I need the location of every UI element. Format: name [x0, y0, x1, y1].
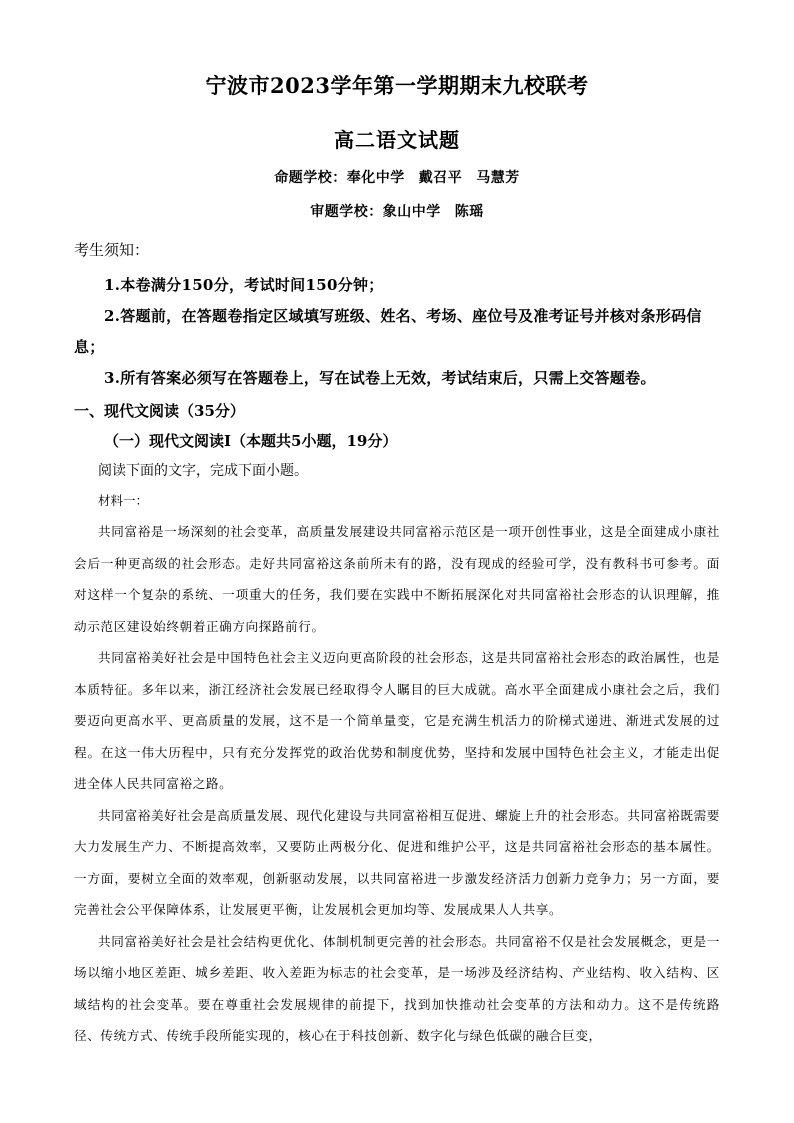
material-paragraph: 共同富裕美好社会是社会结构更优化、体制机制更完善的社会形态。共同富裕不仅是社会发展概念，更是一场以缩小地区差距、城乡差距、收入差距为标志的社会变革，是一场涉及经济结构、产业结构、收入结构、区域结构的社会变革。要在尊重社会发展规律的前提下，找到加快推动社会变革的方法和动力。这不是传统路径、传统方式、传统手段所能实现的，核心在于科技创新、数字化与绿色低碳的融合巨变， — [74, 933, 720, 1043]
proposer-name: 马慧芳 — [476, 170, 520, 186]
reviewer-name: 陈瑶 — [454, 204, 484, 220]
reviewer-line — [74, 201, 720, 221]
notice-title: 考生须知： — [74, 241, 150, 259]
reviewer-school: 象山中学 — [382, 204, 441, 220]
reviewer-label: 审题学校： — [310, 204, 383, 220]
section-heading: 一、现代文阅读（35分） — [74, 402, 245, 420]
sub-heading: （一）现代文阅读Ⅰ（本题共5小题，19分） — [104, 432, 398, 450]
material-paragraph: 共同富裕美好社会是高质量发展、现代化建设与共同富裕相互促进、螺旋上升的社会形态。共同富裕既需要大力发展生产力、不断提高效率，又要防止两极分化、促进和维护公平，这是共同富裕社会形态的基本属性。一方面，要树立全面的效率观，创新驱动发展，以共同富裕进一步激发经济活力创新力竞争力；另一方面，要完善社会公平保障体系，让发展更平衡，让发展机会更加均等、发展成果人人共享。 — [74, 807, 720, 917]
exam-title: 宁波市2023学年第一学期期末九校联考 — [205, 73, 589, 98]
notice-item: 1.本卷满分150分，考试时间150分钟； — [104, 276, 384, 294]
material-paragraph: 共同富裕美好社会是中国特色社会主义迈向更高阶段的社会形态，这是共同富裕社会形态的政治属性，也是本质特征。多年以来，浙江经济社会发展已经取得令人瞩目的巨大成就。高水平全面建成小康社会之后，我们要迈向更高水平、更高质量的发展，这不是一个简单量变，它是充满生机活力的阶梯式递进、渐进式发展的过程。在这一伟大历程中，只有充分发挥党的政治优势和制度优势，坚持和发展中国特色社会主义，才能走出促进全体人民共同富裕之路。 — [74, 650, 720, 791]
proposer-label: 命题学校： — [274, 170, 347, 186]
notice-item: 2.答题前，在答题卷指定区域填写班级、姓名、考场、座位号及准考证号并核对条形码信息； — [74, 307, 702, 356]
material-label: 材料一： — [98, 493, 149, 508]
proposer-line — [74, 167, 720, 187]
proposer-name: 戴召平 — [418, 170, 463, 186]
exam-subtitle: 高二语文试题 — [334, 128, 460, 152]
material-paragraph: 共同富裕是一场深刻的社会变革，高质量发展建设共同富裕示范区是一项开创性事业，这是全面建成小康社会后一种更高级的社会形态。走好共同富裕这条前所未有的路，没有现成的经验可学，没有教科书可参考。面对这样一个复杂的系统、一项重大的任务，我们要在实践中不断拓展深化对共同富裕社会形态的认识理解，推动示范区建设始终朝着正确方向探路前行。 — [74, 524, 720, 634]
reading-instruction: 阅读下面的文字，完成下面小题。 — [98, 463, 308, 479]
proposer-school: 奉化中学 — [346, 170, 405, 186]
notice-item: 3.所有答案必须写在答题卷上，写在试卷上无效，考试结束后，只需上交答题卷。 — [104, 369, 656, 387]
